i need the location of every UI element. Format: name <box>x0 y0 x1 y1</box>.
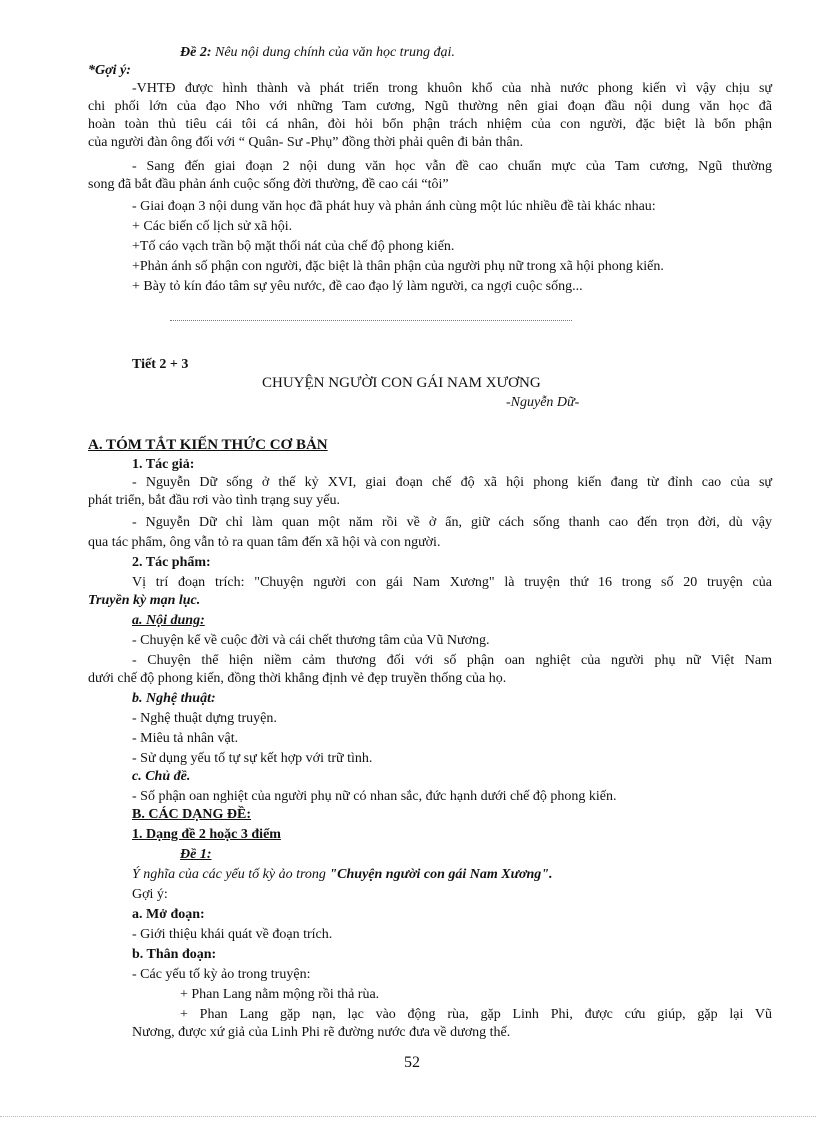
p2-line2: song đã bắt đầu phản ánh cuộc sống đời thường, đề cao cái “tôi” <box>88 177 449 192</box>
tiet-label: Tiết 2 + 3 <box>132 357 189 372</box>
p1-line3: hoàn toàn thủ tiêu cái tôi cá nhân, đòi hỏi bổn phận trách nhiệm của con người, đặc biệt là bổn phận <box>88 117 772 132</box>
nghethuat-1: - Nghệ thuật dựng truyện. <box>132 711 277 726</box>
p3-line: - Giai đoạn 3 nội dung văn học đã phát huy và phản ánh cùng một lúc nhiều đề tài khác nhau: <box>132 199 656 214</box>
de2-text: Nêu nội dung chính của văn học trung đại. <box>211 45 455 60</box>
item-4: + Bày tỏ kín đáo tâm sự yêu nước, đề cao đạo lý làm người, ca ngợi cuộc sống... <box>132 279 583 294</box>
mo-doan-heading: a. Mở đoạn: <box>132 907 205 922</box>
than-doan-heading: b. Thân đoạn: <box>132 947 217 962</box>
goiy-label: *Gợi ý: <box>88 63 131 78</box>
truyenky-title: Truyền kỳ mạn lục. <box>88 593 201 608</box>
tacgia-2a: - Nguyễn Dữ chỉ làm quan một năm rồi về ở ẩn, giữ cách sống thanh cao đến trọn đời, dù vậy <box>132 515 772 530</box>
chude-text: - Số phận oan nghiệt của người phụ nữ có nhan sắc, đức hạnh dưới chế độ phong kiến. <box>132 789 617 804</box>
p1-line4: của người đàn ông đối với “ Quân- Sư -Phụ” đồng thời phải quên đi bản thân. <box>88 135 524 150</box>
item-3: +Phản ánh số phận con người, đặc biệt là thân phận của người phụ nữ trong xã hội phong kiến. <box>132 259 664 274</box>
than-doan-text: - Các yếu tố kỳ ảo trong truyện: <box>132 967 311 982</box>
noidung-1: - Chuyện kể về cuộc đời và cái chết thương tâm của Vũ Nương. <box>132 633 490 648</box>
vitri-line: Vị trí đoạn trích: "Chuyện người con gái Nam Xương" là truyện thứ 16 trong số 20 truyện của <box>132 575 772 590</box>
lesson-title: CHUYỆN NGƯỜI CON GÁI NAM XƯƠNG <box>262 375 541 391</box>
question-title: "Chuyện người con gái Nam Xương". <box>329 867 553 882</box>
mo-doan-text: - Giới thiệu khái quát về đoạn trích. <box>132 927 333 942</box>
section-b-heading: B. CÁC DẠNG ĐỀ: <box>132 807 251 822</box>
noidung-2b: dưới chế độ phong kiến, đồng thời khẳng định vẻ đẹp truyền thống của họ. <box>88 671 507 686</box>
de2-label: Đề 2: <box>180 45 212 60</box>
tacpham-heading: 2. Tác phẩm: <box>132 555 211 570</box>
dotted-separator <box>170 320 572 321</box>
de2-line <box>180 44 455 62</box>
p1-line1: -VHTĐ được hình thành và phát triển trong khuôn khổ của nhà nước phong kiến vì vậy chịu sự <box>132 81 772 96</box>
page-edge <box>0 1116 816 1117</box>
nghethuat-3: - Sử dụng yếu tố tự sự kết hợp với trữ tình. <box>132 751 373 766</box>
tacgia-2b: qua tác phẩm, ông vẫn tỏ ra quan tâm đến xã hội và con người. <box>88 535 441 550</box>
tacgia-heading: 1. Tác giả: <box>132 457 195 472</box>
de1-heading: Đề 1: <box>180 847 212 862</box>
noidung-heading: a. Nội dung: <box>132 613 205 628</box>
kyao-2b: Nương, được xứ giả của Linh Phi rẽ đường nước đưa về dương thế. <box>132 1025 511 1040</box>
goiy-2: Gợi ý: <box>132 887 168 902</box>
tacgia-1b: phát triển, bắt đầu rơi vào tình trạng suy yếu. <box>88 493 340 508</box>
section-a-heading: A. TÓM TẮT KIẾN THỨC CƠ BẢN <box>88 437 328 453</box>
dang-heading: 1. Dạng đề 2 hoặc 3 điểm <box>132 827 281 842</box>
question-line <box>132 866 553 884</box>
kyao-1: + Phan Lang nằm mộng rồi thả rùa. <box>180 987 380 1002</box>
p1-line2: chi phối lớn của đạo Nho với những Tam cương, Ngũ thường nên giai đoạn đầu nội dung văn học đã <box>88 99 772 114</box>
item-1: + Các biến cố lịch sử xã hội. <box>132 219 293 234</box>
page-number: 52 <box>404 1054 420 1071</box>
kyao-2a: + Phan Lang gặp nạn, lạc vào động rùa, gặp Linh Phi, được cứu giúp, gặp lại Vũ <box>180 1007 772 1022</box>
tacgia-1a: - Nguyễn Dữ sống ở thế kỷ XVI, giai đoạn chế độ xã hội phong kiến đang từ đỉnh cao của sự <box>132 475 772 490</box>
p2-line1: - Sang đến giai đoạn 2 nội dung văn học vẫn đề cao chuẩn mực của Tam cương, Ngũ thường <box>132 159 772 174</box>
chude-heading: c. Chủ đề. <box>132 769 191 784</box>
nghethuat-heading: b. Nghệ thuật: <box>132 691 216 706</box>
lesson-author: -Nguyễn Dữ- <box>506 395 580 410</box>
nghethuat-2: - Miêu tả nhân vật. <box>132 731 239 746</box>
item-2: +Tố cáo vạch trần bộ mặt thối nát của chế độ phong kiến. <box>132 239 455 254</box>
question-prefix: Ý nghĩa của các yếu tố kỳ ảo trong <box>132 867 330 882</box>
noidung-2a: - Chuyện thể hiện niềm cảm thương đối với số phận oan nghiệt của người phụ nữ Việt Nam <box>132 653 772 668</box>
